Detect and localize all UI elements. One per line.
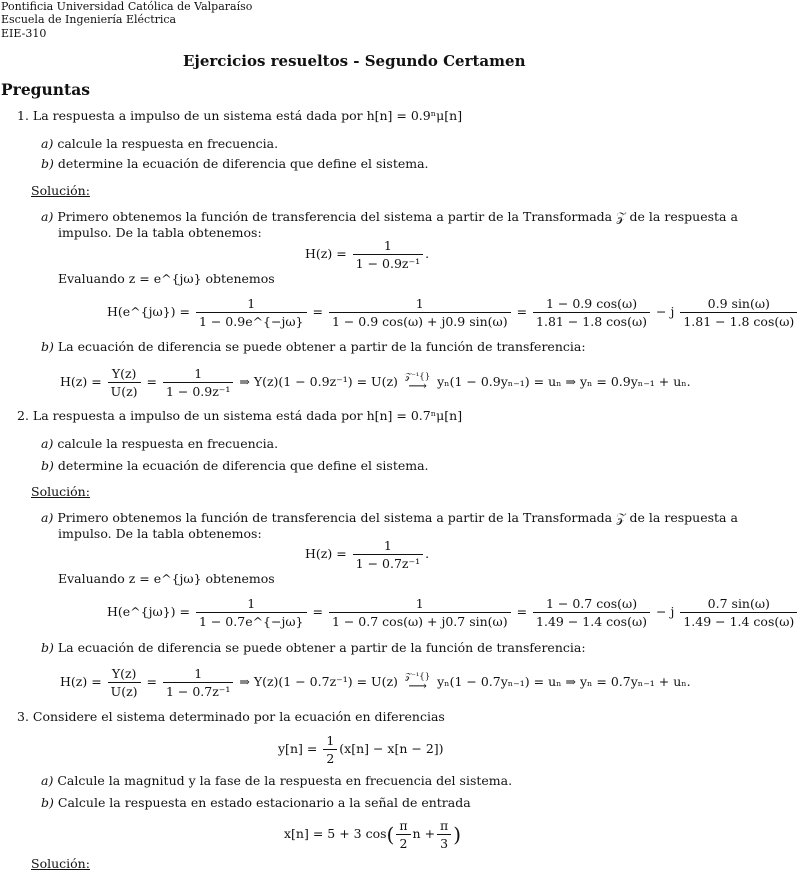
equation-lhs: H(z) =	[305, 246, 347, 261]
part-label: b)	[41, 339, 54, 354]
problem-1-part-b	[41, 156, 429, 171]
problem-3-part-b	[41, 795, 471, 810]
fraction: $\frac{\pi}{2}$	[396, 818, 410, 851]
problem-3-statement	[17, 709, 445, 724]
problem-number: 1.	[17, 108, 29, 123]
section-title: Preguntas	[1, 80, 90, 99]
fraction: $\frac{1}{\text{1 − 0.7z⁻¹}}$	[163, 666, 233, 699]
solution-1a-line-1	[41, 209, 738, 225]
transfer-function-1: H(z) = $\frac{1}{\text{1 − 0.9z⁻¹}}$ .	[305, 238, 430, 271]
inverse-z-arrow: 𝒵⁻¹{} ⟶	[404, 372, 431, 394]
part-label: a)	[41, 510, 54, 525]
problem-text: La respuesta a impulso de un sistema está dada por h[n] = 0.9ⁿμ[n]	[32, 108, 463, 123]
school-name: Escuela de Ingeniería Eléctrica	[1, 13, 177, 26]
equation-lhs: H(z) =	[305, 546, 347, 561]
part-label: a)	[41, 436, 54, 451]
part-label: b)	[41, 156, 54, 171]
fraction: $\frac{Y(z)}{U(z)}$	[108, 366, 141, 399]
frequency-response-2: H(e^{jω}) = $\frac{1}{1 - 0.7e\^{}\{-j\omega\}}$ = $\frac{1}{1 - 0.7 \cos(\omega) + j0.7 \sin(\omega)}$ = $\frac{1 - 0.7 \cos(\omega)}{1.49 - 1.4 \cos(\omega)}$ − j $\frac{0.7 \sin(\omega)}{1.49 - 1.4 \cos(\omega)}$	[107, 596, 799, 629]
problem-3-part-a	[41, 773, 512, 788]
solution-text: La ecuación de diferencia se puede obtener a partir de la función de transferencia:	[57, 640, 586, 655]
part-text: determine la ecuación de diferencia que define el sistema.	[57, 458, 429, 473]
part-label: a)	[41, 136, 54, 151]
part-text: calcule la respuesta en frecuencia.	[57, 436, 279, 451]
evaluation-text-2: Evaluando z = e^{jω} obtenemos	[58, 571, 275, 586]
solution-text: Primero obtenemos la función de transferencia del sistema a partir de la Transformada 𝒵 de la respuesta a	[57, 209, 738, 224]
fraction: $\frac{1}{1 - 0.9 \cos(\omega) + j0.9 \sin(\omega)}$	[329, 296, 511, 329]
fraction: $\frac{1}{1 - 0.9e\^{}\{-j\omega\}}$	[196, 296, 307, 329]
input-signal-equation: x[n] = 5 + 3 cos( $\frac{\pi}{2}$ n + $\frac{\pi}{3}$ )	[284, 818, 462, 851]
part-text: Calcule la respuesta en estado estacionario a la señal de entrada	[57, 795, 471, 810]
solution-1a-line-2: impulso. De la tabla obtenemos:	[58, 225, 262, 240]
transfer-function-2: H(z) = $\frac{1}{\text{1 − 0.7z⁻¹}}$ .	[305, 538, 430, 571]
part-label: b)	[41, 458, 54, 473]
difference-equation-3: y[n] = $\frac{1}{2}$ (x[n] − x[n − 2])	[278, 733, 444, 766]
fraction: $\frac{1 - 0.7 \cos(\omega)}{1.49 - 1.4 \cos(\omega)}$	[533, 596, 650, 629]
problem-2-part-a	[41, 436, 278, 451]
solution-label: Solución:	[31, 183, 90, 198]
problem-number: 2.	[17, 408, 29, 423]
fraction: $\frac{0.9 \sin(\omega)}{1.81 - 1.8 \cos(\omega)}$	[680, 296, 797, 329]
problem-1-part-a	[41, 136, 278, 151]
equation-lhs: H(e^{jω}) =	[107, 604, 190, 619]
fraction: $\frac{1}{\text{1 − 0.7z⁻¹}}$	[353, 538, 423, 571]
fraction: $\frac{1}{\text{1 − 0.9z⁻¹}}$	[163, 366, 233, 399]
fraction: $\frac{Y(z)}{U(z)}$	[108, 666, 141, 699]
fraction: $\frac{1}{2}$	[323, 733, 337, 766]
part-label: b)	[41, 795, 54, 810]
problem-text: Considere el sistema determinado por la ecuación en diferencias	[32, 709, 445, 724]
solution-2b-text	[41, 640, 586, 655]
part-text: determine la ecuación de diferencia que define el sistema.	[57, 156, 429, 171]
frequency-response-1: H(e^{jω}) = $\frac{1}{1 - 0.9e\^{}\{-j\omega\}}$ = $\frac{1}{1 - 0.9 \cos(\omega) + j0.9 \sin(\omega)}$ = $\frac{1 - 0.9 \cos(\omega)}{1.81 - 1.8 \cos(\omega)}$ − j $\frac{0.9 \sin(\omega)}{1.81 - 1.8 \cos(\omega)}$	[107, 296, 799, 329]
equation-lhs: H(e^{jω}) =	[107, 304, 190, 319]
fraction: $\frac{1}{\text{1 − 0.9z⁻¹}}$	[353, 238, 423, 271]
course-code: EIE-310	[1, 27, 47, 40]
solution-1b-text	[41, 339, 586, 354]
solution-2a-line-1	[41, 510, 738, 526]
difference-equation-2: H(z) = $\frac{Y(z)}{U(z)}$ = $\frac{1}{\text{1 − 0.7z⁻¹}}$ ⇒ Y(z)(1 − 0.7z⁻¹) = U(z) 𝒵⁻¹{} ⟶ yₙ(1 − 0.7yₙ₋₁) = uₙ ⇒ yₙ = 0.7yₙ₋₁ + uₙ.	[60, 666, 691, 699]
problem-2-part-b	[41, 458, 429, 473]
solution-label: Solución:	[31, 484, 90, 499]
part-text: calcule la respuesta en frecuencia.	[57, 136, 279, 151]
fraction: $\frac{1}{1 - 0.7 \cos(\omega) + j0.7 \sin(\omega)}$	[329, 596, 511, 629]
page-title: Ejercicios resueltos - Segundo Certamen	[183, 52, 526, 70]
part-label: a)	[41, 209, 54, 224]
part-text: Calcule la magnitud y la fase de la respuesta en frecuencia del sistema.	[57, 773, 513, 788]
solution-label: Solución:	[31, 856, 90, 871]
fraction: $\frac{0.7 \sin(\omega)}{1.49 - 1.4 \cos(\omega)}$	[680, 596, 797, 629]
problem-2-statement	[17, 408, 462, 423]
part-label: a)	[41, 773, 54, 788]
problem-number: 3.	[17, 709, 29, 724]
evaluation-text-1: Evaluando z = e^{jω} obtenemos	[58, 271, 275, 286]
fraction: $\frac{1 - 0.9 \cos(\omega)}{1.81 - 1.8 \cos(\omega)}$	[533, 296, 650, 329]
inverse-z-arrow: 𝒵⁻¹{} ⟶	[404, 672, 431, 694]
university-name: Pontificia Universidad Católica de Valparaíso	[1, 0, 253, 13]
solution-text: La ecuación de diferencia se puede obtener a partir de la función de transferencia:	[57, 339, 586, 354]
part-label: b)	[41, 640, 54, 655]
solution-2a-line-2: impulso. De la tabla obtenemos:	[58, 526, 262, 541]
problem-1-statement	[17, 108, 462, 123]
solution-text: Primero obtenemos la función de transferencia del sistema a partir de la Transformada 𝒵 de la respuesta a	[57, 510, 738, 525]
problem-text: La respuesta a impulso de un sistema está dada por h[n] = 0.7ⁿμ[n]	[32, 408, 463, 423]
difference-equation-1: H(z) = $\frac{Y(z)}{U(z)}$ = $\frac{1}{\text{1 − 0.9z⁻¹}}$ ⇒ Y(z)(1 − 0.9z⁻¹) = U(z) 𝒵⁻¹{} ⟶ yₙ(1 − 0.9yₙ₋₁) = uₙ ⇒ yₙ = 0.9yₙ₋₁ + uₙ.	[60, 366, 691, 399]
fraction: $\frac{\pi}{3}$	[437, 818, 451, 851]
fraction: $\frac{1}{1 - 0.7e\^{}\{-j\omega\}}$	[196, 596, 307, 629]
